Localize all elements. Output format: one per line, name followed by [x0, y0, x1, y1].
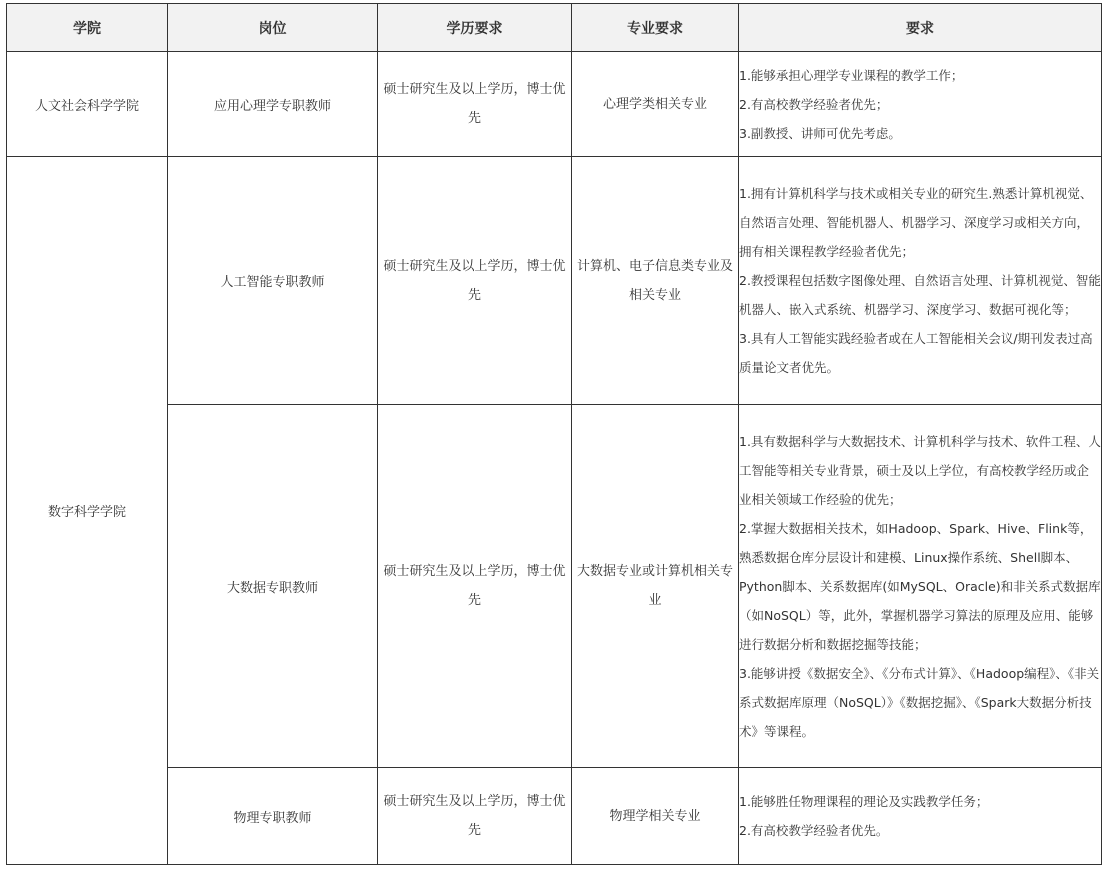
major-cell: 大数据专业或计算机相关专业: [572, 405, 739, 768]
education-cell: 硕士研究生及以上学历，博士优先: [378, 768, 572, 865]
header-requirements: 要求: [739, 4, 1102, 52]
table-row: [7, 52, 1102, 157]
header-row: [7, 4, 1102, 52]
requirements-cell: [739, 768, 1102, 865]
header-education: 学历要求: [378, 4, 572, 52]
position-cell: 大数据专职教师: [168, 405, 378, 768]
header-position: 岗位: [168, 4, 378, 52]
major-cell: 物理学相关专业: [572, 768, 739, 865]
requirement-item: 2.教授课程包括数字图像处理、自然语言处理、计算机视觉、智能机器人、嵌入式系统、机器学习、深度学习、数据可视化等；: [739, 273, 1101, 317]
requirement-item: 1.拥有计算机科学与技术或相关专业的研究生.熟悉计算机视觉、自然语言处理、智能机器人、机器学习、深度学习或相关方向，拥有相关课程教学经验者优先；: [739, 186, 1093, 259]
requirement-item: 3.副教授、讲师可优先考虑。: [739, 125, 901, 141]
requirement-item: 2.有高校教学经验者优先；: [739, 96, 889, 112]
college-cell: 人文社会科学学院: [7, 52, 168, 157]
requirement-item: 1.具有数据科学与大数据技术、计算机科学与技术、软件工程、人工智能等相关专业背景，硕士及以上学位，有高校教学经历或企业相关领域工作经验的优先；: [739, 433, 1101, 507]
college-cell: 数字科学学院: [7, 157, 168, 865]
requirement-item: 2.掌握大数据相关技术，如Hadoop、Spark、Hive、Flink等，熟悉数据仓库分层设计和建模、Linux操作系统、Shell脚本、Python脚本、关系数据库(如MySQL、Oracle)和非关系式数据库（如NoSQL）等，此外，掌握机器学习算法的原理及应用、能够进行数据分析和数据挖掘等技能；: [739, 520, 1101, 652]
requirements-cell: [739, 52, 1102, 157]
requirements-cell: [739, 157, 1102, 405]
requirement-item: 1.能够胜任物理课程的理论及实践教学任务；: [739, 794, 989, 809]
header-major: 专业要求: [572, 4, 739, 52]
education-cell: 硕士研究生及以上学历，博士优先: [378, 52, 572, 157]
position-cell: 应用心理学专职教师: [168, 52, 378, 157]
recruitment-table: [6, 3, 1102, 865]
requirement-item: 2.有高校教学经验者优先。: [739, 823, 889, 838]
major-cell: 心理学类相关专业: [572, 52, 739, 157]
education-cell: 硕士研究生及以上学历，博士优先: [378, 405, 572, 768]
requirement-item: 1.能够承担心理学专业课程的教学工作；: [739, 67, 964, 83]
table-row: [7, 768, 1102, 865]
requirements-cell: [739, 405, 1102, 768]
table-row: [7, 157, 1102, 405]
requirement-item: 3.能够讲授《数据安全》、《分布式计算》、《Hadoop编程》、《非关系式数据库原理（NoSQL）》《数据挖掘》、《Spark大数据分析技术》等课程。: [739, 665, 1100, 739]
table-row: [7, 405, 1102, 768]
position-cell: 人工智能专职教师: [168, 157, 378, 405]
education-cell: 硕士研究生及以上学历，博士优先: [378, 157, 572, 405]
header-college: 学院: [7, 4, 168, 52]
requirement-item: 3.具有人工智能实践经验者或在人工智能相关会议/期刊发表过高质量论文者优先。: [739, 331, 1093, 375]
major-cell: 计算机、电子信息类专业及相关专业: [572, 157, 739, 405]
position-cell: 物理专职教师: [168, 768, 378, 865]
